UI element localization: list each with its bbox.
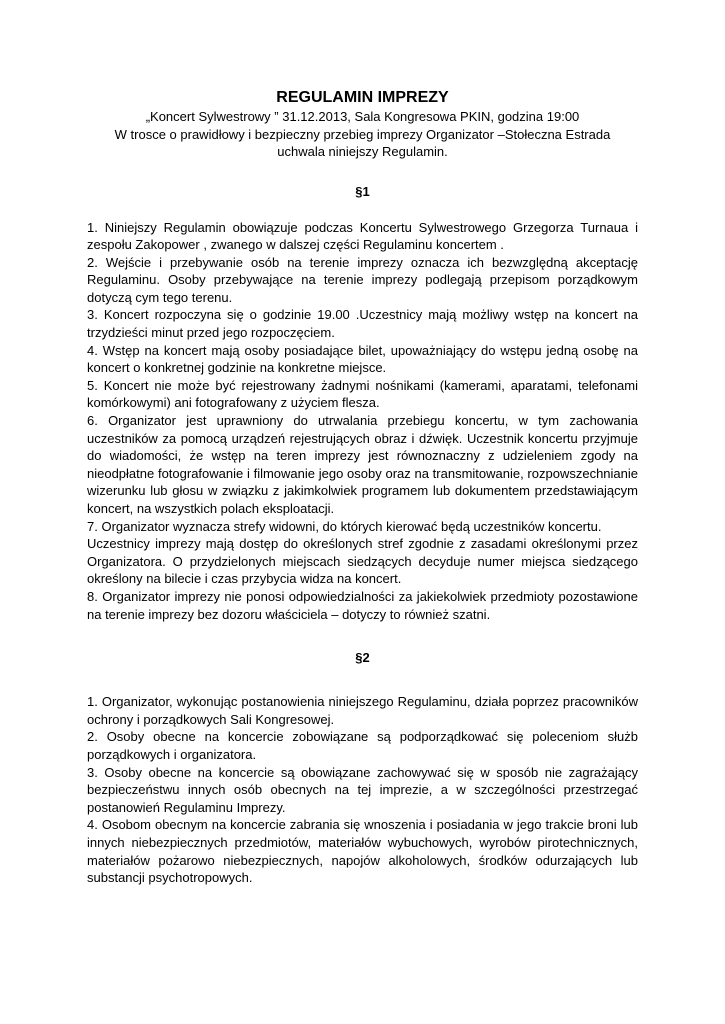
section-2-paragraph: 2. Osoby obecne na koncercie zobowiązane są podporządkować się poleceniom służb porządkowych i organizatora. bbox=[87, 729, 638, 762]
section-1-paragraph: 3. Koncert rozpoczyna się o godzinie 19.00 .Uczestnicy mają możliwy wstęp na koncert na trzydzieści minut przed jego rozpoczęciem. bbox=[87, 307, 638, 341]
section-1-paragraph: 1. Niniejszy Regulamin obowiązuje podczas Koncertu Sylwestrowego Grzegorza Turnaua i zespołu Zakopower , zwanego w dalszej części Regulaminu koncertem . bbox=[87, 219, 638, 253]
section-2-paragraph: 4. Osobom obecnym na koncercie zabrania się wnoszenia i posiadania w jego trakcie broni lub innych niebezpiecznych przedmiotów, materiałów wybuchowych, wyrobów pirotechnicznych, materiałów pożarowo niebezpiecznych, napojów alkoholowych, środków odurzających lub substancji psychotropowych. bbox=[87, 817, 638, 886]
intro-line-1: W trosce o prawidłowy i bezpieczny przebieg imprezy Organizator –Stołeczna Estrada bbox=[114, 126, 611, 142]
section-2-list bbox=[87, 693, 638, 887]
section-1-paragraph: 4. Wstęp na koncert mają osoby posiadające bilet, upoważniający do wstępu jedną osobę na koncert o konkretnej godzinie na konkretne miejsce. bbox=[87, 342, 638, 376]
section-1-paragraph: 5. Koncert nie może być rejestrowany żadnymi nośnikami (kamerami, aparatami, telefonami komórkowymi) ani fotografowany z użyciem flesza. bbox=[87, 377, 638, 411]
section-1-paragraph: Uczestnicy imprezy mają dostęp do określonych stref zgodnie z zasadami określonymi przez Organizatora. O przydzielonych miejscach siedzących decyduje numer miejsca siedzącego określony na bilecie i czas przybycia widza na koncert. bbox=[87, 536, 638, 587]
section-1-paragraph: 2. Wejście i przebywanie osób na terenie imprezy oznacza ich bezwzględną akceptację Regulaminu. Osoby przebywające na terenie imprezy podlegają przepisom porządkowym dotyczą cym tego terenu. bbox=[87, 254, 638, 305]
section-2-heading: §2 bbox=[355, 650, 370, 666]
event-line: „Koncert Sylwestrowy ” 31.12.2013, Sala Kongresowa PKIN, godzina 19:00 bbox=[145, 109, 580, 124]
section-2-paragraph: 3. Osoby obecne na koncercie są obowiązane zachowywać się w sposób nie zagrażający bezpieczeństwu innych osób obecnych na tej imprezie, a w szczególności przestrzegać postanowień Regulaminu Imprezy. bbox=[87, 764, 638, 815]
section-1-paragraph: 8. Organizator imprezy nie ponosi odpowiedzialności za jakiekolwiek przedmioty pozostawione na terenie imprezy bez dozoru właściciela – dotyczy to również szatni. bbox=[87, 588, 638, 622]
section-1-list bbox=[87, 219, 638, 624]
section-1-paragraph: 6. Organizator jest uprawniony do utrwalania przebiegu koncertu, w tym zachowania uczestników za pomocą urządzeń rejestrujących obraz i dźwięk. Uczestnik koncertu przyjmuje do wiadomości, że wstęp na teren imprezy jest równoznaczny z udzieleniem zgody na nieodpłatne fotografowanie i filmowanie jego osoby oraz na transmitowanie, rozpowszechnianie wizerunku lub głosu w związku z jakimkolwiek programem lub dokumentem przedstawiającym koncert, na wszystkich polach eksploatacji. bbox=[87, 413, 638, 516]
document-page bbox=[87, 88, 638, 887]
intro-line-2: uchwala niniejszy Regulamin. bbox=[277, 144, 448, 159]
page-title: REGULAMIN IMPREZY bbox=[276, 89, 449, 106]
section-1-heading: §1 bbox=[355, 183, 370, 199]
section-1-paragraph: 7. Organizator wyznacza strefy widowni, do których kierować będą uczestników koncertu. bbox=[87, 518, 602, 534]
section-2-paragraph: 1. Organizator, wykonując postanowienia niniejszego Regulaminu, działa poprzez pracowników ochrony i porządkowych Sali Kongresowej. bbox=[87, 694, 638, 727]
